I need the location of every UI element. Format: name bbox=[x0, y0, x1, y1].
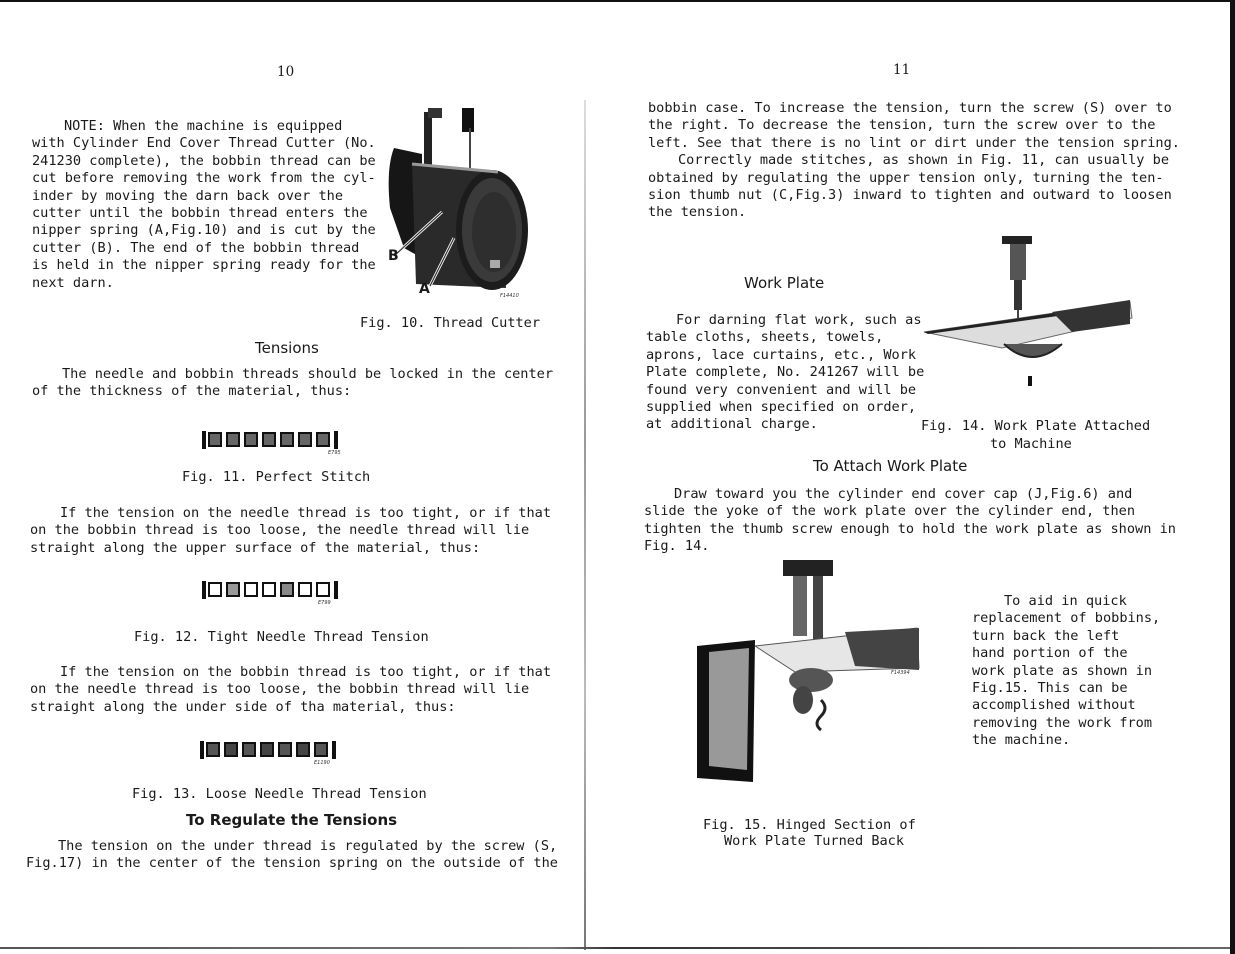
text-line: turn back the left bbox=[972, 627, 1120, 644]
text-line: the right. To decrease the tension, turn the screw over to the bbox=[648, 117, 1156, 134]
fig10-label-a: A bbox=[419, 281, 430, 297]
tensions-paragraph bbox=[32, 366, 553, 401]
text-line: For darning flat work, such as bbox=[676, 312, 922, 328]
fig15-code: F14394 bbox=[891, 670, 910, 676]
text-line: straight along the under side of tha material, thus: bbox=[30, 698, 456, 715]
bobbin-case-paragraph bbox=[648, 100, 1180, 222]
text-line: nipper spring (A,Fig.10) and is cut by the bbox=[32, 222, 376, 239]
text-line: Fig.15. This can be bbox=[972, 680, 1128, 697]
fig10-thread-cutter-illustration bbox=[382, 108, 532, 308]
text-line: If the tension on the bobbin thread is too tight, or if that bbox=[60, 664, 552, 680]
fig12-tight-needle-strip bbox=[200, 580, 345, 606]
text-line: is held in the nipper spring ready for the bbox=[32, 257, 376, 274]
loose-tension-paragraph bbox=[30, 664, 551, 716]
text-line: work plate as shown in bbox=[972, 662, 1153, 679]
fig11-code: E795 bbox=[328, 450, 341, 456]
text-line: slide the yoke of the work plate over the cylinder end, then bbox=[644, 503, 1136, 520]
regulate-paragraph bbox=[26, 838, 558, 873]
book-gutter bbox=[584, 100, 586, 950]
text-line: at additional charge. bbox=[646, 416, 818, 433]
fig14-caption-line2: to Machine bbox=[990, 436, 1072, 452]
text-line: accomplished without bbox=[972, 697, 1136, 714]
fig14-work-plate-illustration bbox=[922, 236, 1134, 394]
text-line: Plate complete, No. 241267 will be bbox=[646, 364, 925, 381]
text-line: left. See that there is no lint or dirt under the tension spring. bbox=[648, 134, 1180, 151]
text-line: found very convenient and will be bbox=[646, 381, 917, 398]
text-line: obtained by regulating the upper tension only, turning the ten- bbox=[648, 169, 1164, 186]
text-line: sion thumb nut (C,Fig.3) inward to tighten and outward to loosen bbox=[648, 187, 1172, 204]
fig12-caption: Fig. 12. Tight Needle Thread Tension bbox=[134, 629, 429, 645]
text-line: the tension. bbox=[648, 204, 747, 221]
text-line: removing the work from bbox=[972, 714, 1153, 731]
attach-paragraph bbox=[644, 486, 1176, 556]
fig13-code: E1190 bbox=[314, 760, 330, 766]
heading-regulate-tensions: To Regulate the Tensions bbox=[186, 811, 398, 829]
heading-attach-work-plate: To Attach Work Plate bbox=[813, 457, 968, 475]
page-edge-top bbox=[0, 0, 1235, 2]
text-line: supplied when specified on order, bbox=[646, 399, 917, 416]
text-line: cutter (B). The end of the bobbin thread bbox=[32, 239, 360, 256]
fig15-caption-line1: Fig. 15. Hinged Section of bbox=[703, 817, 916, 833]
fig15-caption-line2: Work Plate Turned Back bbox=[724, 833, 905, 849]
page-number-right: 11 bbox=[893, 62, 911, 78]
bottom-edge bbox=[0, 947, 1230, 949]
fig11-caption: Fig. 11. Perfect Stitch bbox=[182, 469, 371, 485]
fig11-perfect-stitch-strip bbox=[200, 430, 350, 456]
work-plate-paragraph bbox=[646, 312, 924, 434]
text-line: If the tension on the needle thread is too tight, or if that bbox=[60, 505, 552, 521]
text-line: NOTE: When the machine is equipped bbox=[64, 118, 343, 134]
text-line: cut before removing the work from the cyl- bbox=[32, 170, 376, 187]
text-line: bobbin case. To increase the tension, turn the screw (S) over to bbox=[648, 100, 1172, 116]
text-line: replacement of bobbins, bbox=[972, 610, 1161, 627]
text-line: Draw toward you the cylinder end cover cap (J,Fig.6) and bbox=[674, 486, 1133, 502]
page-number-left: 10 bbox=[277, 64, 295, 80]
fig10-label-b: B bbox=[388, 248, 399, 264]
text-line: To aid in quick bbox=[1004, 593, 1127, 609]
text-line: hand portion of the bbox=[972, 645, 1128, 662]
text-line: on the needle thread is too loose, the bobbin thread will lie bbox=[30, 681, 530, 698]
text-line: aprons, lace curtains, etc., Work bbox=[646, 346, 917, 363]
fig10-caption: Fig. 10. Thread Cutter bbox=[360, 315, 541, 331]
text-line: Correctly made stitches, as shown in Fig. 11, can usually be bbox=[678, 152, 1170, 169]
fig14-caption-line1: Fig. 14. Work Plate Attached bbox=[921, 418, 1151, 434]
text-line: Fig. 14. bbox=[644, 538, 710, 555]
text-line: The needle and bobbin threads should be locked in the center bbox=[62, 366, 554, 382]
text-line: The tension on the under thread is regulated by the screw (S, bbox=[58, 838, 558, 854]
text-line: table cloths, sheets, towels, bbox=[646, 329, 884, 346]
fig15-hinged-section-illustration bbox=[695, 560, 921, 784]
fig13-caption: Fig. 13. Loose Needle Thread Tension bbox=[132, 786, 427, 802]
text-line: on the bobbin thread is too loose, the needle thread will lie bbox=[30, 522, 530, 539]
text-line: with Cylinder End Cover Thread Cutter (No. bbox=[32, 135, 376, 152]
fig12-code: E799 bbox=[318, 600, 331, 606]
aid-paragraph bbox=[972, 593, 1160, 750]
fig10-code: F14410 bbox=[500, 293, 519, 299]
heading-tensions: Tensions bbox=[255, 339, 319, 357]
heading-work-plate: Work Plate bbox=[744, 274, 825, 292]
page-edge-right bbox=[1230, 0, 1235, 954]
text-line: 241230 complete), the bobbin thread can be bbox=[32, 152, 376, 169]
fig13-loose-needle-strip bbox=[198, 740, 343, 766]
text-line: cutter until the bobbin thread enters the bbox=[32, 205, 368, 222]
text-line: of the thickness of the material, thus: bbox=[32, 383, 352, 400]
text-line: the machine. bbox=[972, 732, 1071, 749]
tight-tension-paragraph bbox=[30, 505, 551, 557]
text-line: inder by moving the darn back over the bbox=[32, 187, 343, 204]
text-line: next darn. bbox=[32, 274, 114, 291]
text-line: Fig.17) in the center of the tension spring on the outside of the bbox=[26, 855, 558, 872]
text-line: straight along the upper surface of the material, thus: bbox=[30, 539, 481, 556]
text-line: tighten the thumb screw enough to hold the work plate as shown in bbox=[644, 520, 1176, 537]
note-paragraph bbox=[32, 118, 376, 292]
